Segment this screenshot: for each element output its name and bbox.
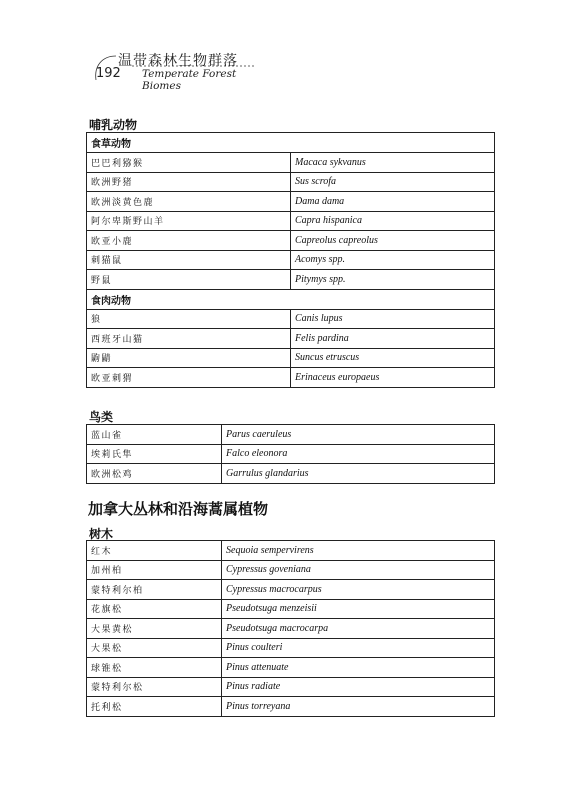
- common-name-cell: 大果黄松: [87, 619, 222, 639]
- header-title-en: Temperate Forest Biomes: [142, 68, 237, 92]
- scientific-name-cell: Falco eleonora: [222, 444, 495, 464]
- common-name-cell: 西班牙山猫: [87, 329, 291, 349]
- common-name-cell: 阿尔卑斯野山羊: [87, 211, 291, 231]
- table-row: [87, 231, 495, 251]
- table-row: [87, 619, 495, 639]
- scientific-name-cell: Erinaceus europaeus: [291, 368, 495, 388]
- common-name-cell: 野鼠: [87, 270, 291, 290]
- table-row: [87, 560, 495, 580]
- common-name-cell: 狼: [87, 309, 291, 329]
- table-group-row: [87, 289, 495, 309]
- running-header: [96, 44, 266, 92]
- common-name-cell: 红木: [87, 541, 222, 561]
- scientific-name-cell: Capra hispanica: [291, 211, 495, 231]
- scientific-name-cell: Pitymys spp.: [291, 270, 495, 290]
- birds-table: [86, 424, 495, 484]
- common-name-cell: 欧亚刺猬: [87, 368, 291, 388]
- table-group-row: [87, 133, 495, 153]
- group-label-cell: 食草动物: [87, 133, 495, 153]
- scientific-name-cell: Pinus coulteri: [222, 638, 495, 658]
- scientific-name-cell: Sus scrofa: [291, 172, 495, 192]
- trees-table: [86, 540, 495, 717]
- table-row: [87, 638, 495, 658]
- scientific-name-cell: Garrulus glandarius: [222, 464, 495, 484]
- canada-section-heading: 加拿大丛林和沿海蒿属植物: [88, 500, 269, 518]
- table-row: [87, 309, 495, 329]
- common-name-cell: 花旗松: [87, 599, 222, 619]
- scientific-name-cell: Sequoia sempervirens: [222, 541, 495, 561]
- table-row: [87, 599, 495, 619]
- common-name-cell: 刺猫鼠: [87, 250, 291, 270]
- scientific-name-cell: Acomys spp.: [291, 250, 495, 270]
- common-name-cell: 鼩鼱: [87, 348, 291, 368]
- scientific-name-cell: Pinus attenuate: [222, 658, 495, 678]
- common-name-cell: 埃莉氏隼: [87, 444, 222, 464]
- common-name-cell: 欧洲野猪: [87, 172, 291, 192]
- page-number: 192: [96, 66, 121, 81]
- scientific-name-cell: Cypressus goveniana: [222, 560, 495, 580]
- scientific-name-cell: Felis pardina: [291, 329, 495, 349]
- common-name-cell: 蒙特利尔松: [87, 677, 222, 697]
- scientific-name-cell: Parus caeruleus: [222, 425, 495, 445]
- scientific-name-cell: Pinus torreyana: [222, 697, 495, 717]
- table-row: [87, 211, 495, 231]
- table-row: [87, 172, 495, 192]
- mammals-heading: 哺乳动物: [89, 118, 138, 132]
- table-row: [87, 580, 495, 600]
- table-row: [87, 192, 495, 212]
- trees-subheading: 树木: [89, 527, 114, 541]
- table-row: [87, 464, 495, 484]
- table-row: [87, 697, 495, 717]
- common-name-cell: 球锥松: [87, 658, 222, 678]
- common-name-cell: 欧洲松鸡: [87, 464, 222, 484]
- scientific-name-cell: Canis lupus: [291, 309, 495, 329]
- group-label-cell: 食肉动物: [87, 289, 495, 309]
- common-name-cell: 托利松: [87, 697, 222, 717]
- common-name-cell: 蓝山雀: [87, 425, 222, 445]
- scientific-name-cell: Cypressus macrocarpus: [222, 580, 495, 600]
- table-row: [87, 444, 495, 464]
- common-name-cell: 欧亚小鹿: [87, 231, 291, 251]
- scientific-name-cell: Capreolus capreolus: [291, 231, 495, 251]
- table-row: [87, 368, 495, 388]
- scientific-name-cell: Dama dama: [291, 192, 495, 212]
- birds-heading: 鸟类: [89, 410, 114, 424]
- common-name-cell: 蒙特利尔柏: [87, 580, 222, 600]
- scientific-name-cell: Suncus etruscus: [291, 348, 495, 368]
- table-row: [87, 250, 495, 270]
- table-row: [87, 677, 495, 697]
- common-name-cell: 欧洲淡黄色鹿: [87, 192, 291, 212]
- table-row: [87, 425, 495, 445]
- common-name-cell: 大果松: [87, 638, 222, 658]
- scientific-name-cell: Pseudotsuga menzeisii: [222, 599, 495, 619]
- common-name-cell: 巴巴利猕猴: [87, 153, 291, 173]
- scientific-name-cell: Pseudotsuga macrocarpa: [222, 619, 495, 639]
- common-name-cell: 加州柏: [87, 560, 222, 580]
- table-row: [87, 541, 495, 561]
- scientific-name-cell: Macaca sykvanus: [291, 153, 495, 173]
- mammals-table: [86, 132, 495, 388]
- table-row: [87, 270, 495, 290]
- table-row: [87, 658, 495, 678]
- table-row: [87, 348, 495, 368]
- table-row: [87, 153, 495, 173]
- header-title-cn: 温带森林生物群落: [118, 53, 238, 69]
- scientific-name-cell: Pinus radiate: [222, 677, 495, 697]
- table-row: [87, 329, 495, 349]
